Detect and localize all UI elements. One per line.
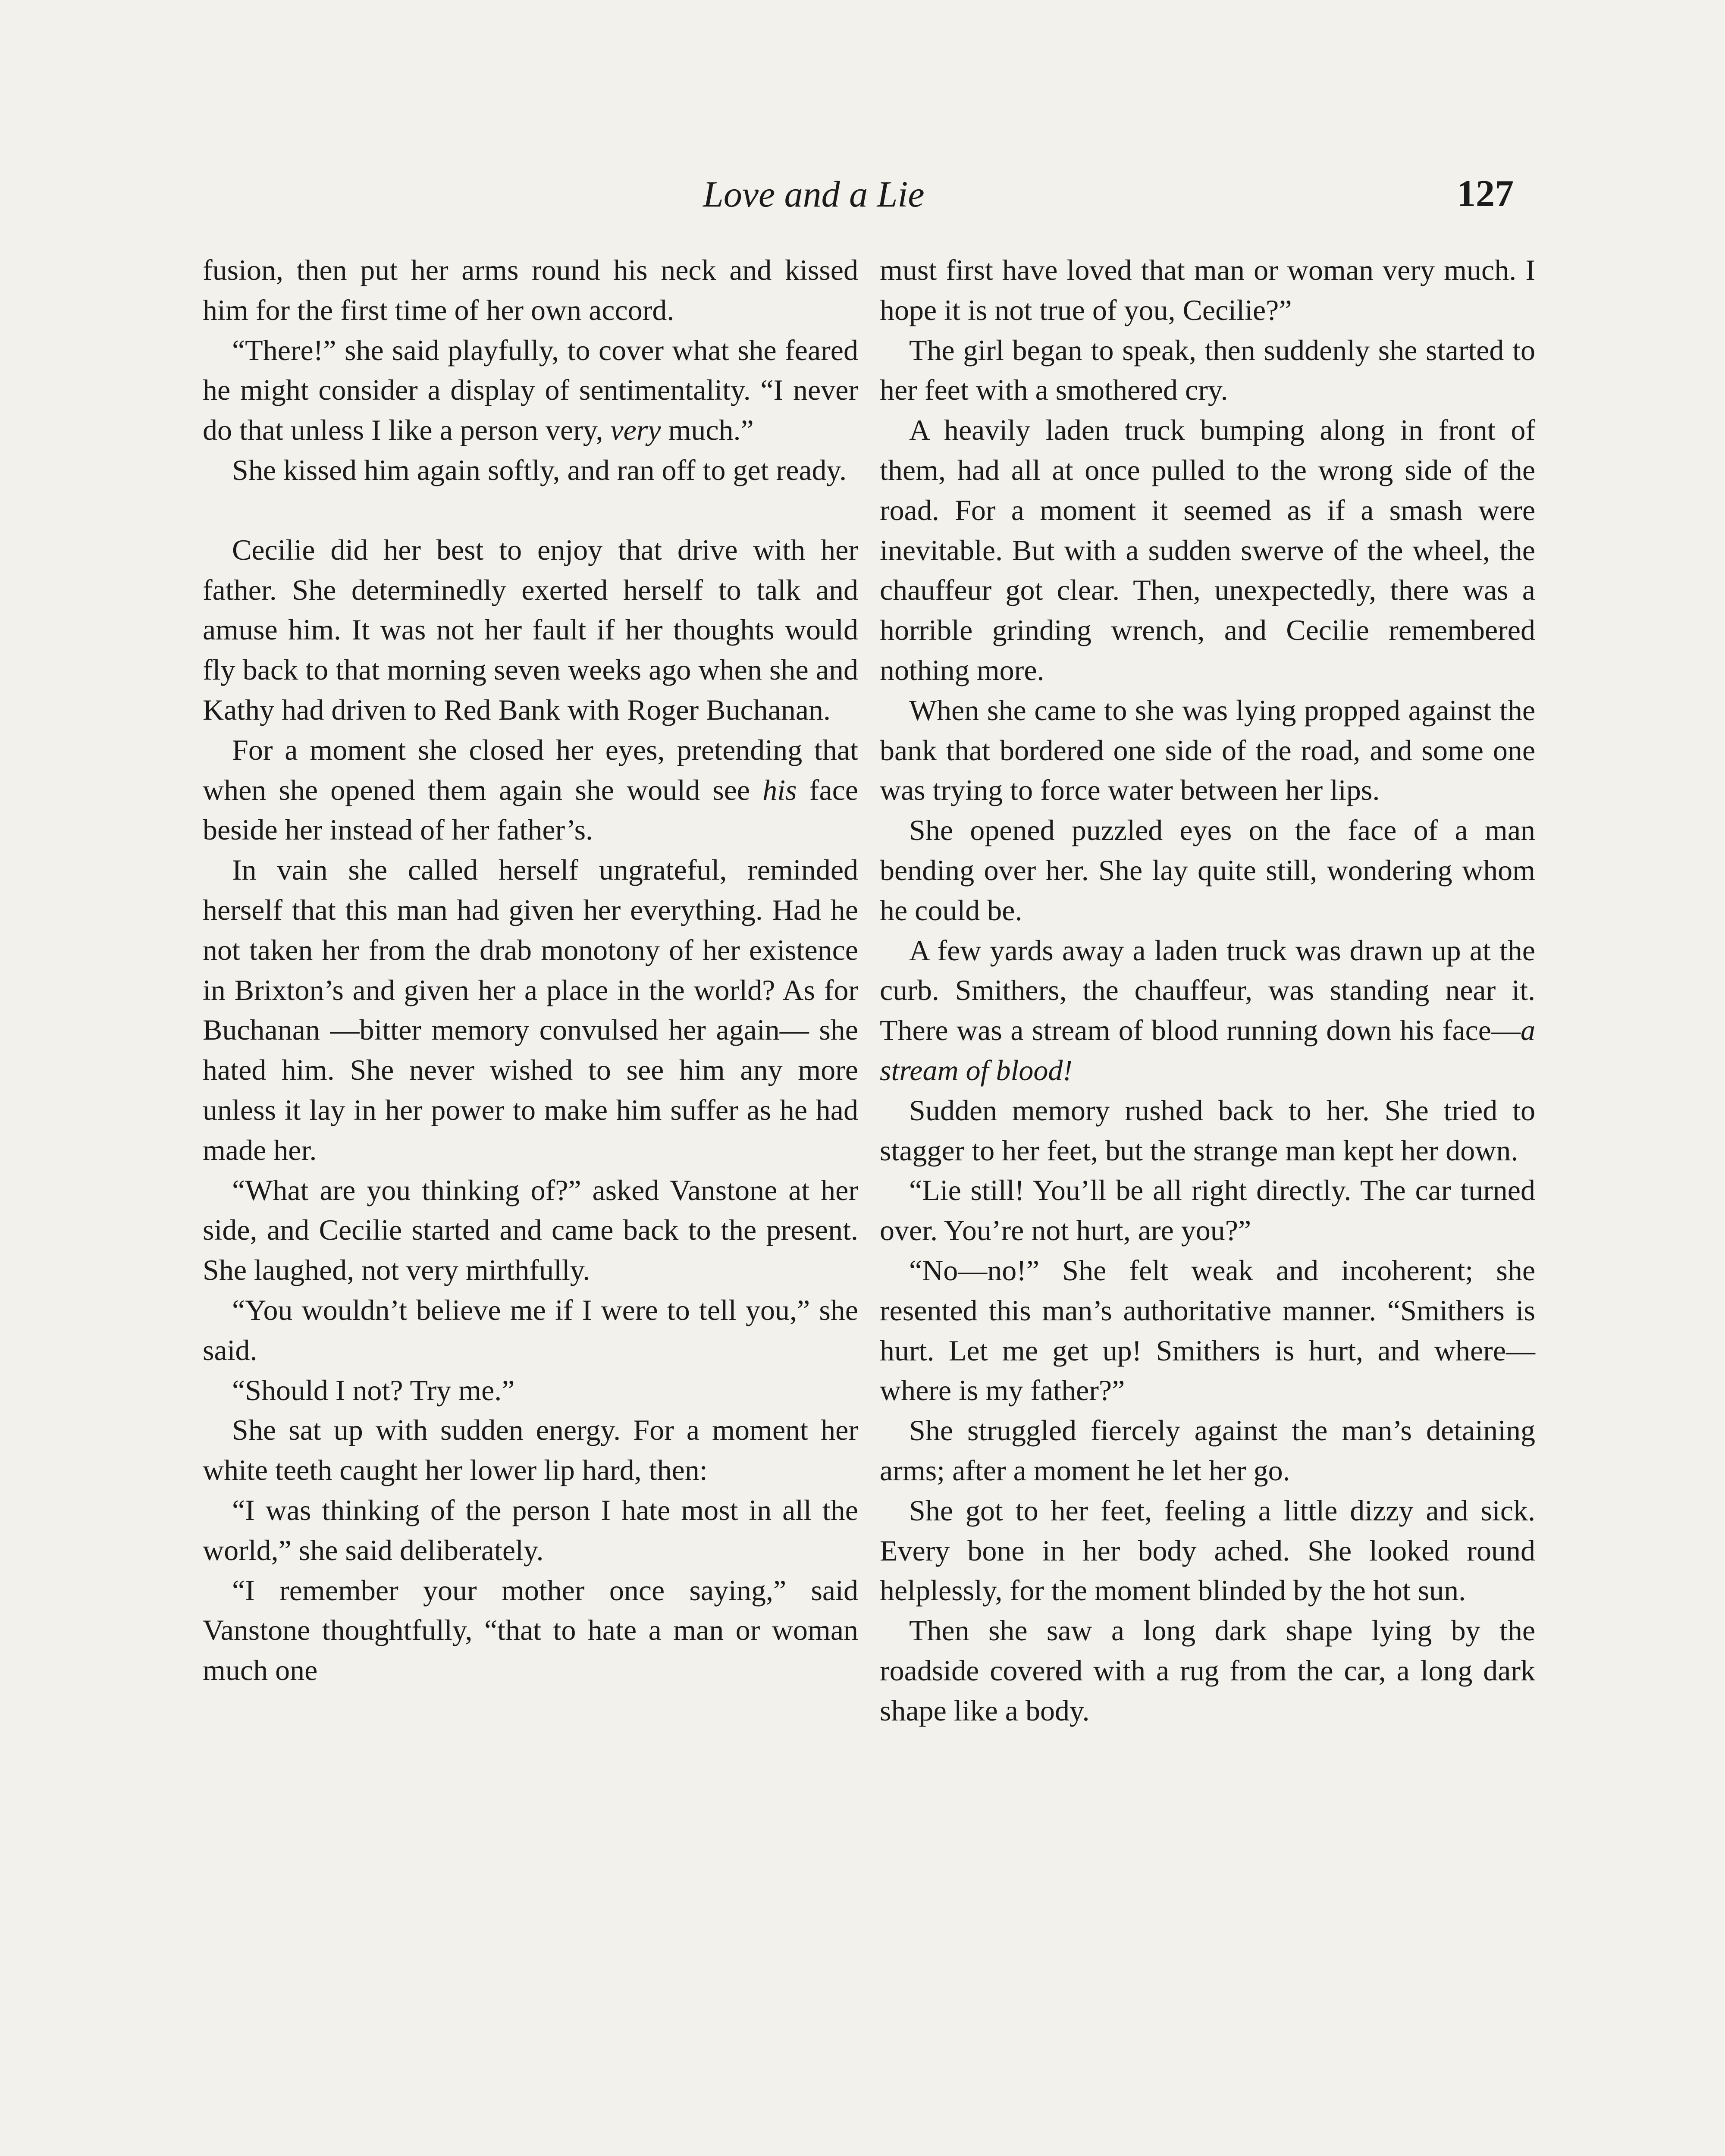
paragraph: “There!” she said playfully, to cover what she feared he might consider a display of sentimentality. “I never do that unless I like a person very, very much.” — [203, 333, 858, 447]
paragraph: For a moment she closed her eyes, pretending that when she opened them again she would see his face beside her instead of her father’s. — [203, 733, 858, 846]
paragraph: Sudden memory rushed back to her. She tried to stagger to her feet, but the strange man kept her down. — [880, 1094, 1535, 1167]
paragraph: The girl began to speak, then suddenly she started to her feet with a smothered cry. — [880, 333, 1535, 407]
paragraph: When she came to she was lying propped against the bank that bordered one side of the road, and some one was trying to force water between her lips. — [880, 693, 1535, 807]
left-column — [203, 250, 858, 1690]
paragraph: “Lie still! You’ll be all right directly. The car turned over. You’re not hurt, are you?” — [880, 1174, 1535, 1247]
running-title: Love and a Lie — [703, 173, 925, 215]
running-head — [198, 168, 1514, 233]
paragraph: She opened puzzled eyes on the face of a man bending over her. She lay quite still, wondering whom he could be. — [880, 814, 1535, 927]
paragraph: “I remember your mother once saying,” said Vanstone thoughtfully, “that to hate a man or woman much one — [203, 1573, 858, 1687]
paragraph: “What are you thinking of?” asked Vanstone at her side, and Cecilie started and came back to the present. She laughed, not very mirthfully. — [203, 1173, 858, 1287]
right-column — [880, 250, 1535, 1730]
paragraph: “I was thinking of the person I hate most in all the world,” she said deliberately. — [203, 1493, 858, 1567]
paragraph: She got to her feet, feeling a little dizzy and sick. Every bone in her body ached. She looked round helplessly, for the moment blinded by the hot sun. — [880, 1494, 1535, 1607]
paragraph: “You wouldn’t believe me if I were to tell you,” she said. — [203, 1293, 858, 1366]
paragraph: She kissed him again softly, and ran off to get ready. — [232, 453, 847, 486]
paragraph: A few yards away a laden truck was drawn up at the curb. Smithers, the chauffeur, was standing near it. There was a stream of blood running down his face—a stream of blood! — [880, 934, 1535, 1087]
paragraph: must first have loved that man or woman very much. I hope it is not true of you, Cecilie?” — [880, 254, 1535, 326]
paragraph: She struggled fiercely against the man’s detaining arms; after a moment he let her go. — [880, 1414, 1535, 1487]
paragraph: Then she saw a long dark shape lying by the roadside covered with a rug from the car, a long dark shape like a body. — [880, 1614, 1535, 1727]
paragraph: She sat up with sudden energy. For a moment her white teeth caught her lower lip hard, then: — [203, 1413, 858, 1487]
paragraph: In vain she called herself ungrateful, reminded herself that this man had given her everything. Had he not taken her from the drab monotony of her existence in Brixton’s and given her a place in the world? As for Buchanan —bitter memory convulsed her again— she hated him. She never wished to see him any more unless it lay in her power to make him suffer as he had made her. — [203, 853, 858, 1166]
paragraph: Cecilie did her best to enjoy that drive with her father. She determinedly exerted herself to talk and amuse him. It was not her fault if her thoughts would fly back to that morning seven weeks ago when she and Kathy had driven to Red Bank with Roger Buchanan. — [203, 533, 858, 726]
paragraph: fusion, then put her arms round his neck and kissed him for the first time of her own accord. — [203, 254, 858, 326]
paragraph: A heavily laden truck bumping along in front of them, had all at once pulled to the wrong side of the road. For a moment it seemed as if a smash were inevitable. But with a sudden swerve of the wheel, the chauffeur got clear. Then, unexpectedly, there was a horrible grinding wrench, and Cecilie remembered nothing more. — [880, 414, 1535, 686]
paragraph: “Should I not? Try me.” — [232, 1373, 515, 1407]
page-number: 127 — [1457, 173, 1514, 215]
paragraph: “No—no!” She felt weak and incoherent; she resented this man’s authoritative manner. “Smithers is hurt. Let me get up! Smithers is hurt, and where—where is my father?” — [880, 1253, 1535, 1407]
